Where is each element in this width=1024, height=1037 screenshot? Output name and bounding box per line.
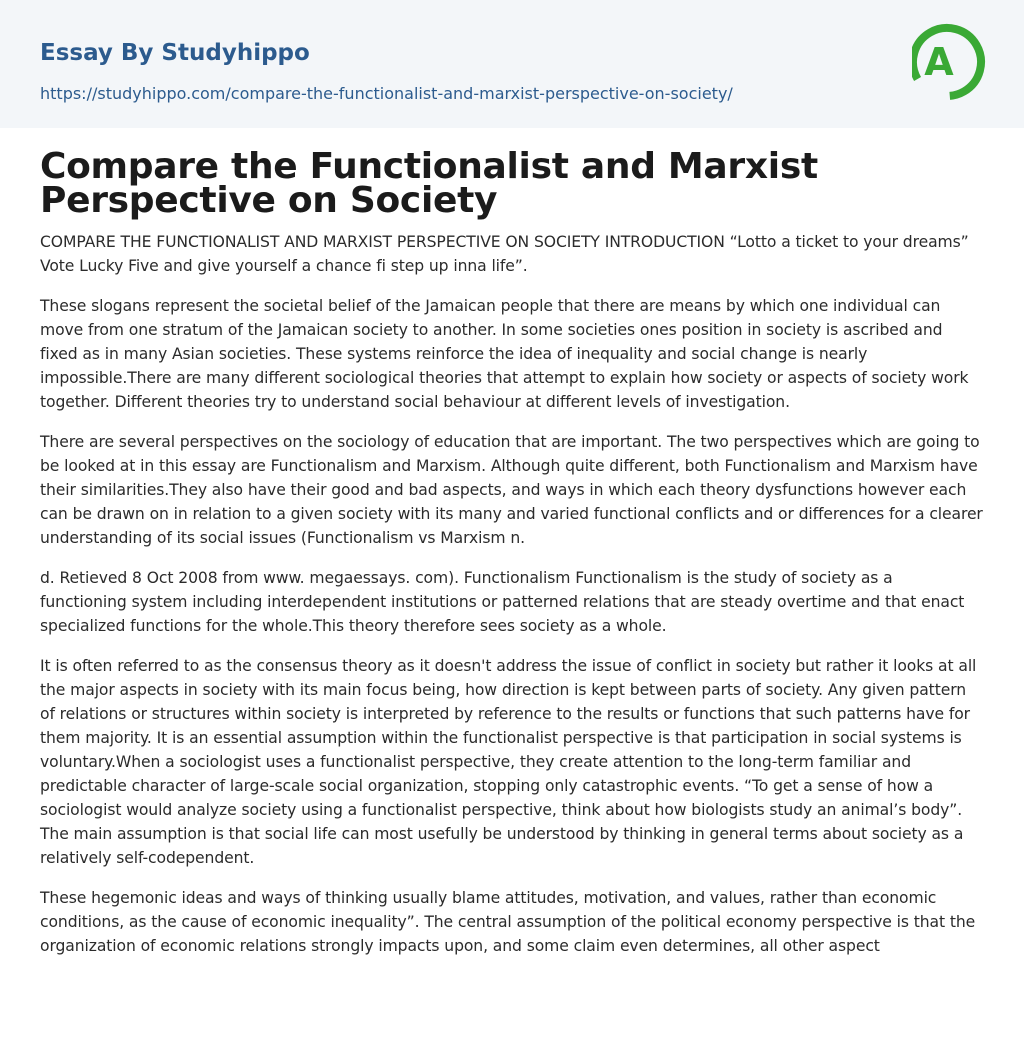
studyhippo-logo-icon[interactable]	[912, 20, 986, 104]
article	[40, 146, 984, 974]
paragraph-2: These slogans represent the societal belief of the Jamaican people that there are means by which one individual can move from one stratum of the Jamaican society to another. In some societies ones position in society is ascribed and fixed as in many Asian societies. These systems reinforce the idea of inequality and social change is nearly impossible.There are many different sociological theories that attempt to explain how society or aspects of society work together. Different theories try to understand social behaviour at different levels of investigation.	[40, 297, 969, 411]
paragraph-3: There are several perspectives on the sociology of education that are important. The two perspectives which are going to be looked at in this essay are Functionalism and Marxism. Although quite different, both Functionalism and Marxism have their similarities.They also have their good and bad aspects, and ways in which each theory dysfunctions however each can be drawn on in relation to a given society with its many and varied functional conflicts and or differences for a clearer understanding of its social issues (Functionalism vs Marxism n.	[40, 433, 983, 547]
paragraph-1: COMPARE THE FUNCTIONALIST AND MARXIST PERSPECTIVE ON SOCIETY INTRODUCTION “Lotto a ticket to your dreams” Vote Lucky Five and give yourself a chance fi step up inna life”.	[40, 233, 969, 275]
paragraph-5: It is often referred to as the consensus theory as it doesn't address the issue of conflict in society but rather it looks at all the major aspects in society with its main focus being, how direction is kept between parts of society. Any given pattern of relations or structures within society is interpreted by reference to the results or functions that such patterns have for them majority. It is an essential assumption within the functionalist perspective is that participation in social systems is voluntary.When a sociologist uses a functionalist perspective, they create attention to the long-term familiar and predictable character of large-scale social organization, stopping only catastrophic events. “To get a sense of how a sociologist would analyze society using a functionalist perspective, think about how biologists study an animal’s body”. The main assumption is that social life can most usefully be understood by thinking in general terms about society as a relatively self-codependent.	[40, 657, 977, 867]
svg-text:A: A	[924, 40, 954, 84]
site-header	[0, 0, 1024, 128]
paragraph-6: These hegemonic ideas and ways of thinking usually blame attitudes, motivation, and values, rather than economic conditions, as the cause of economic inequality”. The central assumption of the political economy perspective is that the organization of economic relations strongly impacts upon, and some claim even determines, all other aspect	[40, 889, 976, 955]
page-title: Compare the Functionalist and Marxist Perspective on Society	[40, 146, 818, 221]
page-url-link[interactable]: https://studyhippo.com/compare-the-functionalist-and-marxist-perspective-on-society/	[40, 84, 733, 103]
site-brand[interactable]: Essay By Studyhippo	[40, 40, 310, 66]
paragraph-4: d. Retieved 8 Oct 2008 from www. megaessays. com). Functionalism Functionalism is the study of society as a functioning system including interdependent institutions or patterned relations that are steady overtime and that enact specialized functions for the whole.This theory therefore sees society as a whole.	[40, 569, 965, 635]
